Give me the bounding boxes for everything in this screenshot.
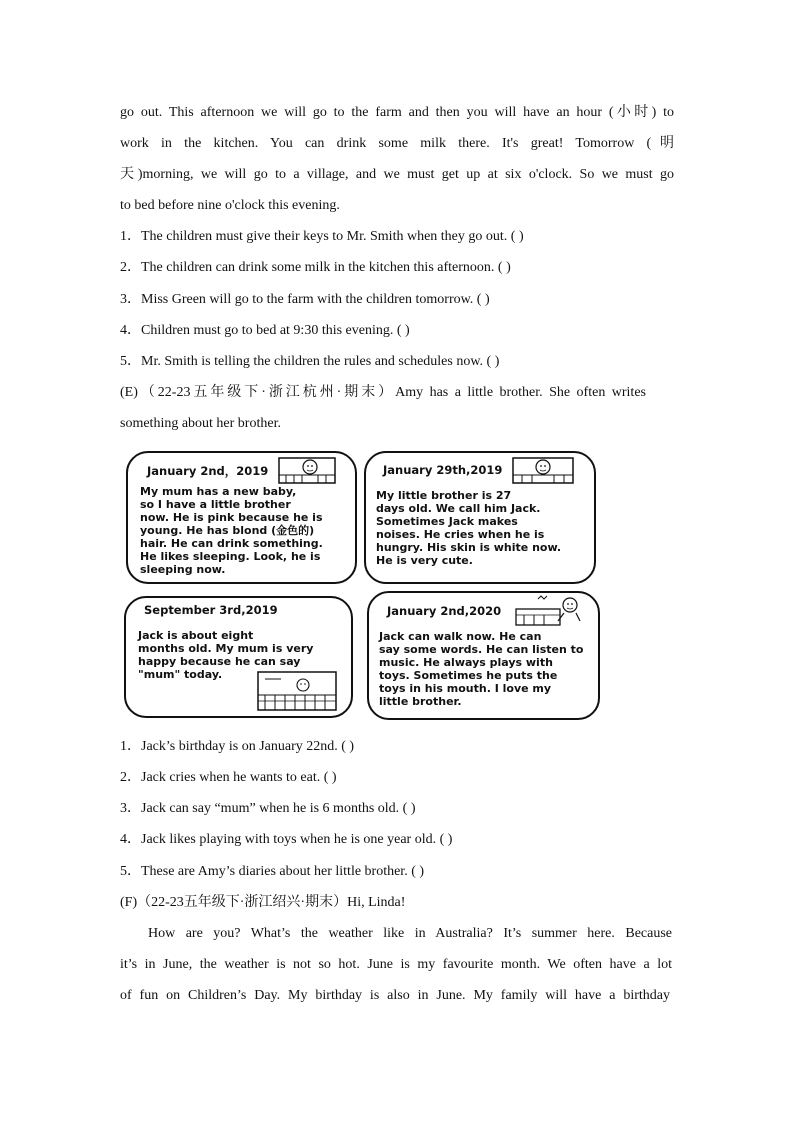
diary-text: Jack is about eight months old. My mum is very happy because he can say "mum" today. <box>138 629 314 681</box>
question-e-2: 2．Jack cries when he wants to eat. ( ) <box>120 770 337 785</box>
baby-toy-icon <box>514 595 584 632</box>
question-d-2: 2．The children can drink some milk in the kitchen this afternoon. ( ) <box>120 260 511 275</box>
diary-card-1 <box>126 451 357 584</box>
question-d-1: 1．The children must give their keys to Mr. Smith when they go out. ( ) <box>120 229 524 244</box>
section-f-line-2: it’s in June, the weather is not so hot. June is my favourite month. We often have a lot <box>120 957 672 972</box>
passage-d-line-2: work in the kitchen. You can drink some milk there. It's great! Tomorrow (明 <box>120 136 674 151</box>
diary-card-2 <box>364 451 596 584</box>
passage-d-line-4: to bed before nine o'clock this evening. <box>120 198 340 213</box>
section-f-line-1: How are you? What’s the weather like in Australia? It’s summer here. Because <box>148 926 672 941</box>
baby-crawling-icon <box>257 671 337 716</box>
section-e-heading: (E)（22-23五年级下·浙江杭州·期末）Amy has a little brother. She often writes <box>120 385 646 400</box>
question-e-1: 1．Jack’s birthday is on January 22nd. ( ) <box>120 739 355 754</box>
passage-d-line-1: go out. This afternoon we will go to the farm and then you will have an hour (小时) to <box>120 105 674 120</box>
baby-crib-icon <box>512 455 574 490</box>
diary-text: Jack can walk now. He can say some words. He can listen to music. He always plays with toys. Sometimes he puts the toys in his mouth. I love my little brother. <box>379 630 584 708</box>
question-d-3: 3．Miss Green will go to the farm with the children tomorrow. ( ) <box>120 292 490 307</box>
question-e-3: 3．Jack can say “mum” when he is 6 months old. ( ) <box>120 801 416 816</box>
diary-card-4 <box>367 591 600 720</box>
question-d-4: 4．Children must go to bed at 9:30 this evening. ( ) <box>120 323 410 338</box>
passage-d-line-3: 天)morning, we will go to a village, and we must get up at six o'clock. So we must go <box>120 167 674 182</box>
diary-date: January 2nd，2019 <box>147 464 269 478</box>
diary-text: My mum has a new baby, so I have a little brother now. He is pink because he is young. He has blond (金色的) hair. He can drink something. He likes sleeping. Look, he is sleeping now. <box>140 485 323 576</box>
question-e-5: 5．These are Amy’s diaries about her little brother. ( ) <box>120 864 425 879</box>
question-e-4: 4．Jack likes playing with toys when he is one year old. ( ) <box>120 832 453 847</box>
diary-date: September 3rd,2019 <box>144 603 278 617</box>
diary-text: My little brother is 27 days old. We call him Jack. Sometimes Jack makes noises. He cries when he is hungry. His skin is white now. He is very cute. <box>376 489 562 567</box>
diary-date: January 2nd,2020 <box>387 604 502 618</box>
section-f-heading: (F)（22-23五年级下·浙江绍兴·期末）Hi, Linda! <box>120 895 406 910</box>
section-e-heading-cont: something about her brother. <box>120 416 281 431</box>
diary-card-3 <box>124 596 353 718</box>
section-f-line-3: of fun on Children’s Day. My birthday is also in June. My family will have a birthday <box>120 988 670 1003</box>
diary-date: January 29th,2019 <box>383 463 503 477</box>
question-d-5: 5．Mr. Smith is telling the children the rules and schedules now. ( ) <box>120 354 500 369</box>
